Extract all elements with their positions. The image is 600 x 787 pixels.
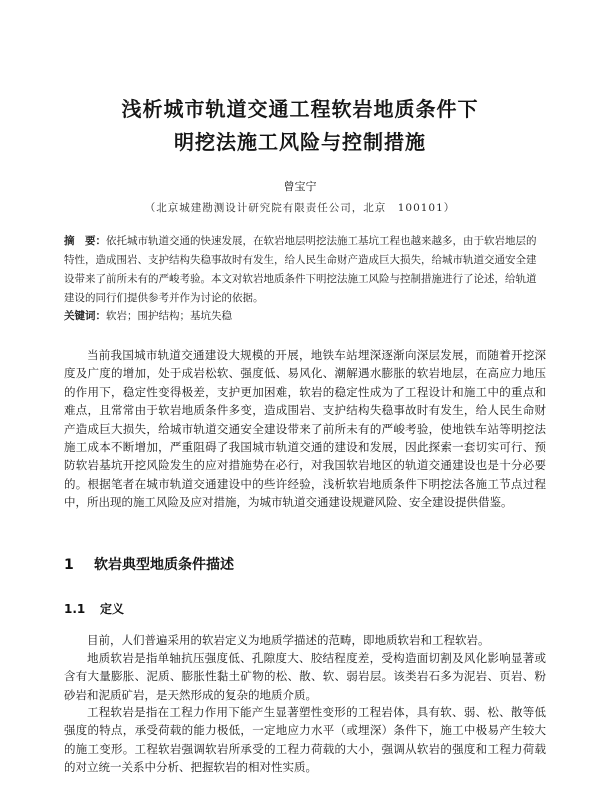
abstract-text: 依托城市轨道交通的快速发展，在软岩地层明挖法施工基坑工程也越来越多，由于软岩地层的特性，造成围岩、支护结构失稳事故时有发生，给人民生命财产造成巨大损失，给城市轨道交通安全建设带来了前所未有的严峻考验。本文对软岩地质条件下明挖法施工风险与控制措施进行了论述，给轨道建设的同行们提供参考并作为讨论的依据。 [64, 235, 537, 304]
abstract-label: 摘 要： [64, 235, 106, 247]
author-name: 曾宝宁 [283, 180, 317, 193]
keywords-text: 软岩；围护结构；基坑失稳 [106, 310, 232, 322]
subsection-title: 定义 [100, 602, 125, 616]
intro-paragraph: 当前我国城市轨道交通建设大规模的开展，地铁车站埋深逐渐向深层发展，而随着开挖深度及广度的增加，处于成岩松软、强度低、易风化、潮解遇水膨胀的软岩地层，在高应力地压的作用下，稳定性变得极差，支护更加困难，软岩的稳定性成为了工程设计和施工中的重点和难点，且常常由于软岩地质条件多变，造成围岩、支护结构失稳事故时有发生，给人民生命财产造成巨大损失，给城市轨道交通安全建设带来了前所未有的严峻考验，使地铁车站等明挖法施工成本不断增加，严重阻碍了我国城市轨道交通的建设和发展，因此探索一套切实可行、预防软岩基坑开挖风险发生的应对措施势在必行，对我国软岩地区的轨道交通建设也是十分必要的。根据笔者在城市轨道交通建设中的些许经验，浅析软岩地质条件下明挖法各施工节点过程中，所出现的施工风险及应对措施，为城市轨道交通建设规避风险、安全建设提供借鉴。 [64, 348, 546, 510]
title-line-1: 浅析城市轨道交通工程软岩地质条件下 [121, 97, 479, 121]
section-heading-1 [64, 554, 234, 574]
subsection-heading-1-1 [64, 600, 124, 617]
section-number: 1 [64, 557, 74, 573]
engineering-soft-rock-paragraph: 工程软岩是指在工程力作用下能产生显著塑性变形的工程岩体，具有软、弱、松、散等低强度的特点，承受荷载的能力极低，一定地应力水平（或埋深）条件下，施工中极易产生较大的施工变形。工程软岩强调软岩所承受的工程力荷载的大小，强调从软岩的强度和工程力荷载的对立统一关系中分析、把握软岩的相对性实质。 [64, 705, 546, 775]
title-line-2: 明挖法施工风险与控制措施 [174, 130, 426, 154]
keywords-label: 关键词： [64, 310, 106, 322]
section-title: 软岩典型地质条件描述 [94, 557, 234, 573]
subsection-number: 1.1 [64, 602, 86, 616]
keywords [64, 308, 546, 324]
author-affiliation: （北京城建勘测设计研究院有限责任公司，北京 100101） [144, 202, 456, 214]
abstract [64, 232, 546, 308]
definition-paragraph: 目前，人们普遍采用的软岩定义为地质学描述的范畴，即地质软岩和工程软岩。 [87, 633, 490, 647]
geological-soft-rock-paragraph: 地质软岩是指单轴抗压强度低、孔隙度大、胶结程度差，受构造面切割及风化影响显著或含有大量膨胀、泥质、膨胀性黏土矿物的松、散、软、弱岩层。该类岩石多为泥岩、页岩、粉砂岩和泥质矿岩，是天然形成的复杂的地质介质。 [64, 651, 546, 702]
